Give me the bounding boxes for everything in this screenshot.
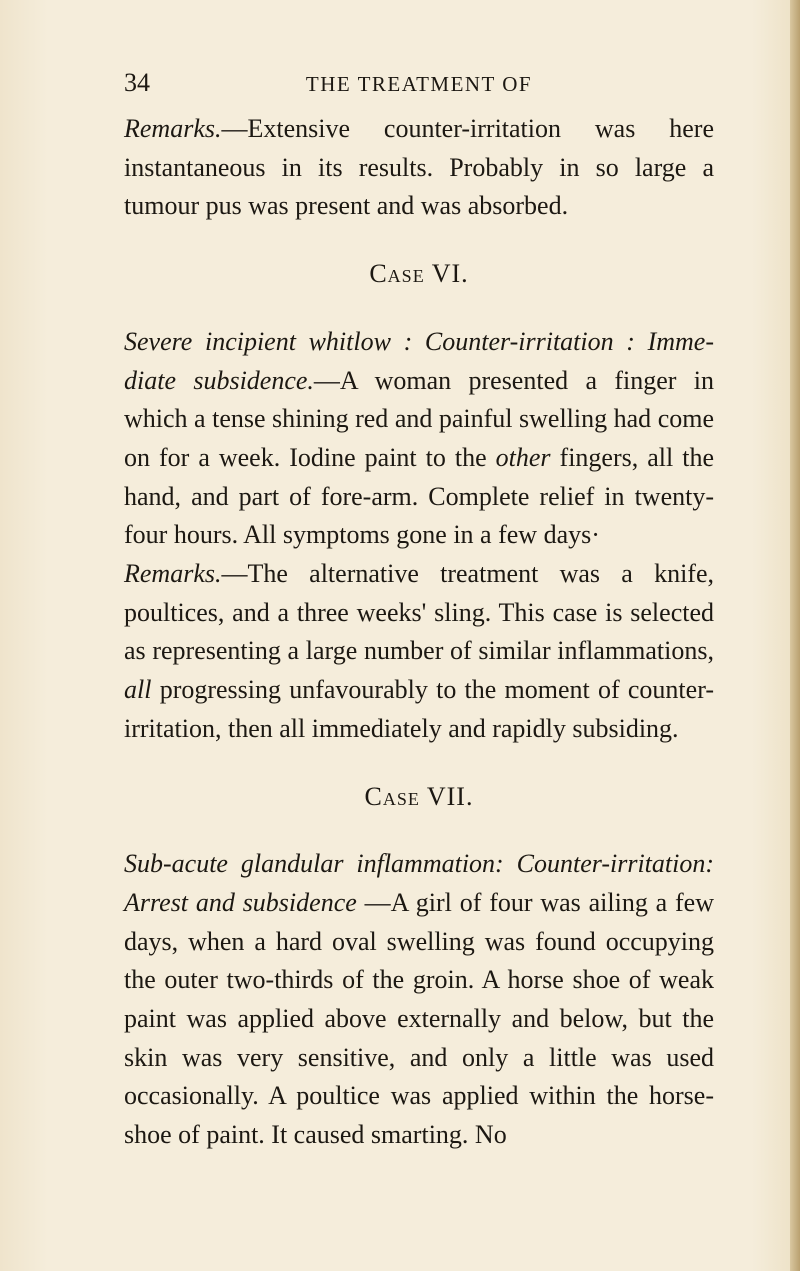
- page-number: 34: [124, 68, 150, 97]
- remarks-label: Remarks.: [124, 559, 222, 589]
- case-title: Sub-acute glandular inflammation: Counter-irritation: Arrest and subsidence: [124, 849, 714, 917]
- paragraph-remarks-case5: [124, 110, 714, 226]
- paragraph-text: progressing unfavourably to the moment of counter-irritation, then all immediately and rapidly subsiding.: [124, 675, 714, 743]
- body-text: [124, 110, 714, 1155]
- paragraph-text: —A girl of four was ailing a few days, when a hard oval swelling was found occupying the outer two-thirds of the groin. A horse shoe of weak paint was applied above externally and below, but the skin was very sensitive, and only a little was used occasionally. A poultice was applied within the horse-shoe of paint. It caused smarting. No: [124, 887, 714, 1150]
- paragraph-text: fingers, all the hand, and part of fore-arm. Complete relief in twenty-four hours. All symptoms gone in a few days·: [124, 442, 715, 550]
- paragraph-text: —Extensive counter-irritation was here instantaneous in its results. Probably in so large a tumour pus was present and was absorbed.: [124, 114, 714, 221]
- remarks-label: Remarks.: [124, 114, 222, 143]
- paragraph-text: —The alternative treatment was a knife, poultices, and a three weeks' sling. This case is selected as representing a large number of similar inflammations,: [124, 559, 714, 666]
- case-title: Severe incipient whitlow : Counter-irritation : Imme-diate subsidence.: [124, 326, 714, 395]
- paragraph-text: —A woman presented a finger in which a tense shining red and painful swelling had come on for a week. Iodine paint to the: [124, 365, 714, 472]
- page-header: [124, 68, 714, 102]
- page-edge: [790, 0, 800, 1271]
- emphasis-word: other: [495, 442, 551, 472]
- paragraph-case6: [124, 323, 714, 555]
- paragraph-remarks-case6: [124, 555, 714, 749]
- case-heading-vi: Case VI.: [369, 259, 469, 289]
- emphasis-word: all: [124, 675, 152, 705]
- case-heading-vii: Case VII.: [364, 781, 474, 811]
- running-head: THE TREATMENT OF: [305, 72, 533, 96]
- paragraph-case7: [124, 845, 714, 1155]
